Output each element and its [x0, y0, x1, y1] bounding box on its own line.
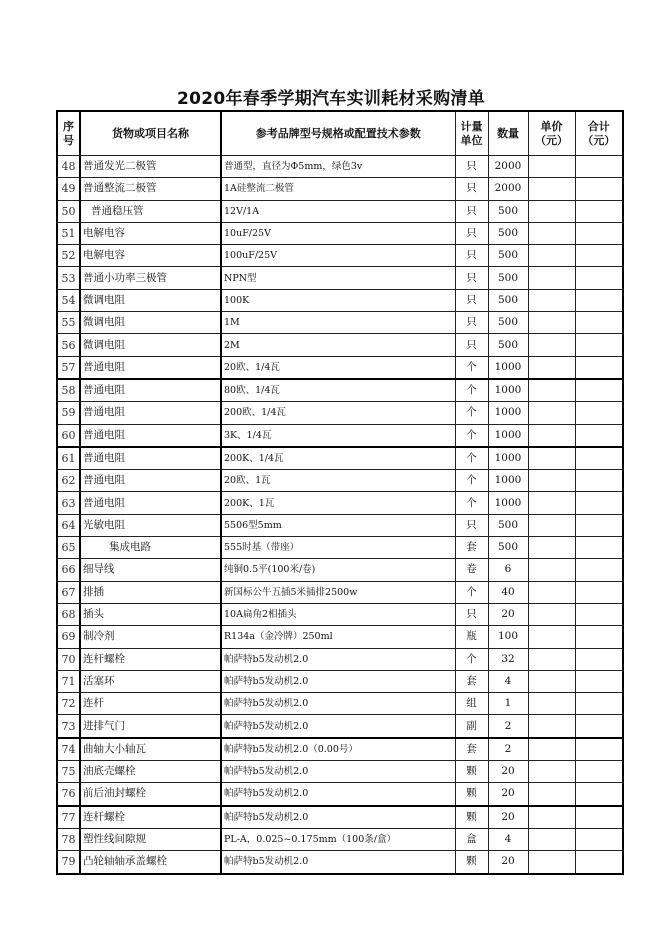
item-unit: 颗: [455, 851, 488, 874]
item-unit-price: [528, 424, 575, 447]
item-quantity: 20: [488, 603, 528, 625]
item-unit: 个: [455, 492, 488, 514]
item-spec: 20欧、1/4瓦: [221, 356, 455, 379]
row-number: 77: [57, 806, 80, 829]
item-unit: 组: [455, 693, 488, 715]
item-spec: 帕萨特b5发动机2.0: [221, 648, 455, 670]
item-spec: 200K、1瓦: [221, 492, 455, 514]
table-row: [57, 761, 623, 783]
item-unit-price: [528, 156, 575, 178]
item-quantity: 20: [488, 851, 528, 874]
item-quantity: 1000: [488, 379, 528, 402]
row-number: 53: [57, 267, 80, 289]
table-row: [57, 626, 623, 648]
item-spec: NPN型: [221, 267, 455, 289]
item-total: [575, 200, 623, 222]
item-name: 电解电容: [80, 245, 221, 267]
table-row: [57, 693, 623, 715]
item-unit-price: [528, 828, 575, 850]
row-number: 56: [57, 334, 80, 356]
item-unit: 只: [455, 312, 488, 334]
item-unit-price: [528, 514, 575, 536]
table-row: [57, 828, 623, 850]
item-spec: 200K、1/4瓦: [221, 447, 455, 470]
item-name: 普通电阻: [80, 492, 221, 514]
item-name: 连杆: [80, 693, 221, 715]
item-unit-price: [528, 379, 575, 402]
item-quantity: 4: [488, 828, 528, 850]
item-total: [575, 537, 623, 559]
table-row: [57, 806, 623, 829]
item-spec: 2M: [221, 334, 455, 356]
row-number: 65: [57, 537, 80, 559]
item-unit-price: [528, 670, 575, 692]
item-name: 连杆螺栓: [80, 648, 221, 670]
item-name: 微调电阻: [80, 334, 221, 356]
item-unit: 个: [455, 470, 488, 492]
item-name: 微调电阻: [80, 289, 221, 311]
item-unit: 个: [455, 379, 488, 402]
row-number: 51: [57, 222, 80, 244]
table-row: [57, 312, 623, 334]
table-row: [57, 603, 623, 625]
row-number: 50: [57, 200, 80, 222]
item-total: [575, 156, 623, 178]
item-unit: 只: [455, 222, 488, 244]
item-spec: 纯铜0.5平(100米/卷): [221, 559, 455, 581]
item-total: [575, 245, 623, 267]
purchase-list-table: [56, 110, 624, 875]
item-unit-price: [528, 334, 575, 356]
table-row: [57, 267, 623, 289]
item-unit: 只: [455, 289, 488, 311]
row-number: 62: [57, 470, 80, 492]
item-quantity: 500: [488, 334, 528, 356]
table-row: [57, 447, 623, 470]
table-row: [57, 156, 623, 178]
item-unit-price: [528, 693, 575, 715]
item-total: [575, 738, 623, 761]
item-name: 普通电阻: [80, 424, 221, 447]
item-name: 进排气门: [80, 715, 221, 738]
table-row: [57, 356, 623, 379]
header-row: [57, 111, 623, 156]
table-row: [57, 648, 623, 670]
item-quantity: 500: [488, 245, 528, 267]
item-name: 插头: [80, 603, 221, 625]
row-number: 60: [57, 424, 80, 447]
item-name: 集成电路: [80, 537, 221, 559]
item-unit-price: [528, 200, 575, 222]
item-spec: 帕萨特b5发动机2.0（0.00号）: [221, 738, 455, 761]
item-name: 普通整流二极管: [80, 178, 221, 200]
item-total: [575, 851, 623, 874]
item-spec: 200欧、1/4瓦: [221, 402, 455, 424]
item-unit-price: [528, 222, 575, 244]
item-spec: PL-A，0.025~0.175mm（100条/盒）: [221, 828, 455, 850]
item-quantity: 6: [488, 559, 528, 581]
item-unit: 只: [455, 267, 488, 289]
item-quantity: 2000: [488, 178, 528, 200]
header-total: 合计（元）: [575, 111, 623, 156]
document-title: 2020年春季学期汽车实训耗材采购清单: [176, 89, 485, 109]
item-unit-price: [528, 312, 575, 334]
table-row: [57, 670, 623, 692]
item-quantity: 500: [488, 289, 528, 311]
item-total: [575, 761, 623, 783]
item-spec: 100uF/25V: [221, 245, 455, 267]
item-unit-price: [528, 559, 575, 581]
item-quantity: 20: [488, 806, 528, 829]
item-unit-price: [528, 648, 575, 670]
item-name: 普通电阻: [80, 447, 221, 470]
item-spec: 帕萨特b5发动机2.0: [221, 715, 455, 738]
item-spec: 帕萨特b5发动机2.0: [221, 806, 455, 829]
item-unit: 副: [455, 715, 488, 738]
item-name: 连杆螺栓: [80, 806, 221, 829]
item-quantity: 1000: [488, 356, 528, 379]
table-row: [57, 559, 623, 581]
item-unit: 只: [455, 200, 488, 222]
item-unit-price: [528, 783, 575, 806]
item-name: 微调电阻: [80, 312, 221, 334]
item-total: [575, 492, 623, 514]
table-row: [57, 245, 623, 267]
item-name: 光敏电阻: [80, 514, 221, 536]
item-unit-price: [528, 492, 575, 514]
item-spec: 10uF/25V: [221, 222, 455, 244]
row-number: 57: [57, 356, 80, 379]
item-total: [575, 379, 623, 402]
item-unit-price: [528, 738, 575, 761]
item-name: 活塞环: [80, 670, 221, 692]
row-number: 71: [57, 670, 80, 692]
item-spec: 10A扁角2相插头: [221, 603, 455, 625]
item-quantity: 500: [488, 200, 528, 222]
item-spec: 100K: [221, 289, 455, 311]
item-total: [575, 581, 623, 603]
item-unit: 个: [455, 424, 488, 447]
table-row: [57, 200, 623, 222]
item-unit: 个: [455, 447, 488, 470]
item-total: [575, 222, 623, 244]
item-name: 前后油封螺栓: [80, 783, 221, 806]
item-total: [575, 670, 623, 692]
item-name: 油底壳螺栓: [80, 761, 221, 783]
item-quantity: 4: [488, 670, 528, 692]
item-unit-price: [528, 289, 575, 311]
table-row: [57, 289, 623, 311]
item-quantity: 2: [488, 715, 528, 738]
item-unit: 只: [455, 156, 488, 178]
item-unit-price: [528, 245, 575, 267]
header-price: 单价（元）: [528, 111, 575, 156]
item-name: 排插: [80, 581, 221, 603]
item-unit-price: [528, 603, 575, 625]
row-number: 66: [57, 559, 80, 581]
item-unit: 只: [455, 603, 488, 625]
item-unit: 卷: [455, 559, 488, 581]
item-unit-price: [528, 267, 575, 289]
row-number: 49: [57, 178, 80, 200]
header-name: 货物或项目名称: [80, 111, 221, 156]
item-unit: 颗: [455, 806, 488, 829]
item-name: 普通电阻: [80, 356, 221, 379]
item-total: [575, 783, 623, 806]
table-row: [57, 738, 623, 761]
table-row: [57, 715, 623, 738]
row-number: 78: [57, 828, 80, 850]
item-unit-price: [528, 447, 575, 470]
item-name: 普通发光二极管: [80, 156, 221, 178]
item-unit-price: [528, 626, 575, 648]
item-quantity: 500: [488, 537, 528, 559]
row-number: 55: [57, 312, 80, 334]
item-unit: 个: [455, 648, 488, 670]
item-unit: 瓶: [455, 626, 488, 648]
row-number: 67: [57, 581, 80, 603]
item-spec: 20欧、1瓦: [221, 470, 455, 492]
row-number: 48: [57, 156, 80, 178]
item-name: 普通电阻: [80, 402, 221, 424]
table-row: [57, 581, 623, 603]
item-unit: 套: [455, 537, 488, 559]
item-total: [575, 806, 623, 829]
item-unit-price: [528, 761, 575, 783]
item-name: 细导线: [80, 559, 221, 581]
row-number: 70: [57, 648, 80, 670]
row-number: 61: [57, 447, 80, 470]
table-row: [57, 851, 623, 874]
table-row: [57, 334, 623, 356]
header-spec: 参考品牌型号规格或配置技术参数: [221, 111, 455, 156]
item-quantity: 1000: [488, 447, 528, 470]
item-name: 塑性线间隙规: [80, 828, 221, 850]
table-row: [57, 424, 623, 447]
header-qty: 数量: [488, 111, 528, 156]
row-number: 58: [57, 379, 80, 402]
table-row: [57, 222, 623, 244]
item-total: [575, 559, 623, 581]
table-row: [57, 402, 623, 424]
table-row: [57, 470, 623, 492]
item-name: 普通电阻: [80, 379, 221, 402]
row-number: 59: [57, 402, 80, 424]
item-unit-price: [528, 356, 575, 379]
item-unit: 颗: [455, 783, 488, 806]
item-unit: 盒: [455, 828, 488, 850]
item-unit-price: [528, 806, 575, 829]
item-total: [575, 289, 623, 311]
item-unit-price: [528, 178, 575, 200]
table-row: [57, 178, 623, 200]
item-unit: 套: [455, 670, 488, 692]
item-unit-price: [528, 537, 575, 559]
item-spec: 帕萨特b5发动机2.0: [221, 761, 455, 783]
row-number: 75: [57, 761, 80, 783]
item-quantity: 1000: [488, 424, 528, 447]
item-unit: 个: [455, 402, 488, 424]
item-spec: 帕萨特b5发动机2.0: [221, 670, 455, 692]
table-row: [57, 514, 623, 536]
item-spec: 帕萨特b5发动机2.0: [221, 851, 455, 874]
row-number: 73: [57, 715, 80, 738]
item-unit-price: [528, 715, 575, 738]
item-quantity: 2000: [488, 156, 528, 178]
item-total: [575, 828, 623, 850]
item-unit-price: [528, 851, 575, 874]
item-total: [575, 334, 623, 356]
row-number: 74: [57, 738, 80, 761]
header-unit: 计量单位: [455, 111, 488, 156]
item-total: [575, 424, 623, 447]
item-spec: 12V/1A: [221, 200, 455, 222]
item-spec: 帕萨特b5发动机2.0: [221, 783, 455, 806]
item-total: [575, 267, 623, 289]
item-unit: 只: [455, 178, 488, 200]
item-quantity: 20: [488, 783, 528, 806]
item-name: 电解电容: [80, 222, 221, 244]
item-spec: 1M: [221, 312, 455, 334]
item-quantity: 500: [488, 267, 528, 289]
item-total: [575, 178, 623, 200]
item-unit-price: [528, 470, 575, 492]
item-total: [575, 603, 623, 625]
table-row: [57, 537, 623, 559]
item-total: [575, 514, 623, 536]
item-spec: 帕萨特b5发动机2.0: [221, 693, 455, 715]
item-total: [575, 356, 623, 379]
item-total: [575, 402, 623, 424]
item-quantity: 32: [488, 648, 528, 670]
item-quantity: 1000: [488, 470, 528, 492]
item-unit: 只: [455, 514, 488, 536]
item-quantity: 1000: [488, 402, 528, 424]
row-number: 54: [57, 289, 80, 311]
item-quantity: 2: [488, 738, 528, 761]
item-unit-price: [528, 581, 575, 603]
item-name: 制冷剂: [80, 626, 221, 648]
item-total: [575, 312, 623, 334]
item-spec: 555时基（带座）: [221, 537, 455, 559]
item-unit: 个: [455, 356, 488, 379]
row-number: 68: [57, 603, 80, 625]
item-quantity: 500: [488, 222, 528, 244]
row-number: 76: [57, 783, 80, 806]
item-spec: 5506型5mm: [221, 514, 455, 536]
item-total: [575, 648, 623, 670]
table-row: [57, 492, 623, 514]
item-name: 曲轴大小轴瓦: [80, 738, 221, 761]
item-name: 普通电阻: [80, 470, 221, 492]
item-quantity: 1000: [488, 492, 528, 514]
item-unit-price: [528, 402, 575, 424]
item-spec: R134a（金冷牌）250ml: [221, 626, 455, 648]
item-unit: 只: [455, 245, 488, 267]
item-name: 凸轮轴轴承盖螺栓: [80, 851, 221, 874]
row-number: 52: [57, 245, 80, 267]
item-quantity: 40: [488, 581, 528, 603]
row-number: 79: [57, 851, 80, 874]
row-number: 69: [57, 626, 80, 648]
item-quantity: 20: [488, 761, 528, 783]
item-name: 普通小功率三极管: [80, 267, 221, 289]
item-quantity: 500: [488, 514, 528, 536]
item-total: [575, 693, 623, 715]
row-number: 72: [57, 693, 80, 715]
item-quantity: 500: [488, 312, 528, 334]
item-total: [575, 447, 623, 470]
item-spec: 80欧、1/4瓦: [221, 379, 455, 402]
item-unit: 颗: [455, 761, 488, 783]
item-unit: 套: [455, 738, 488, 761]
table-row: [57, 379, 623, 402]
item-unit: 个: [455, 581, 488, 603]
item-unit: 只: [455, 334, 488, 356]
table-row: [57, 783, 623, 806]
header-no: 序号: [57, 111, 80, 156]
item-spec: 新国标公牛五插5米插排2500w: [221, 581, 455, 603]
item-quantity: 1: [488, 693, 528, 715]
item-total: [575, 626, 623, 648]
item-total: [575, 715, 623, 738]
item-quantity: 100: [488, 626, 528, 648]
item-spec: 3K、1/4瓦: [221, 424, 455, 447]
row-number: 64: [57, 514, 80, 536]
row-number: 63: [57, 492, 80, 514]
item-name: 普通稳压管: [80, 200, 221, 222]
item-total: [575, 470, 623, 492]
item-spec: 1A硅整流二极管: [221, 178, 455, 200]
item-spec: 普通型，直径为Φ5mm，绿色3v: [221, 156, 455, 178]
